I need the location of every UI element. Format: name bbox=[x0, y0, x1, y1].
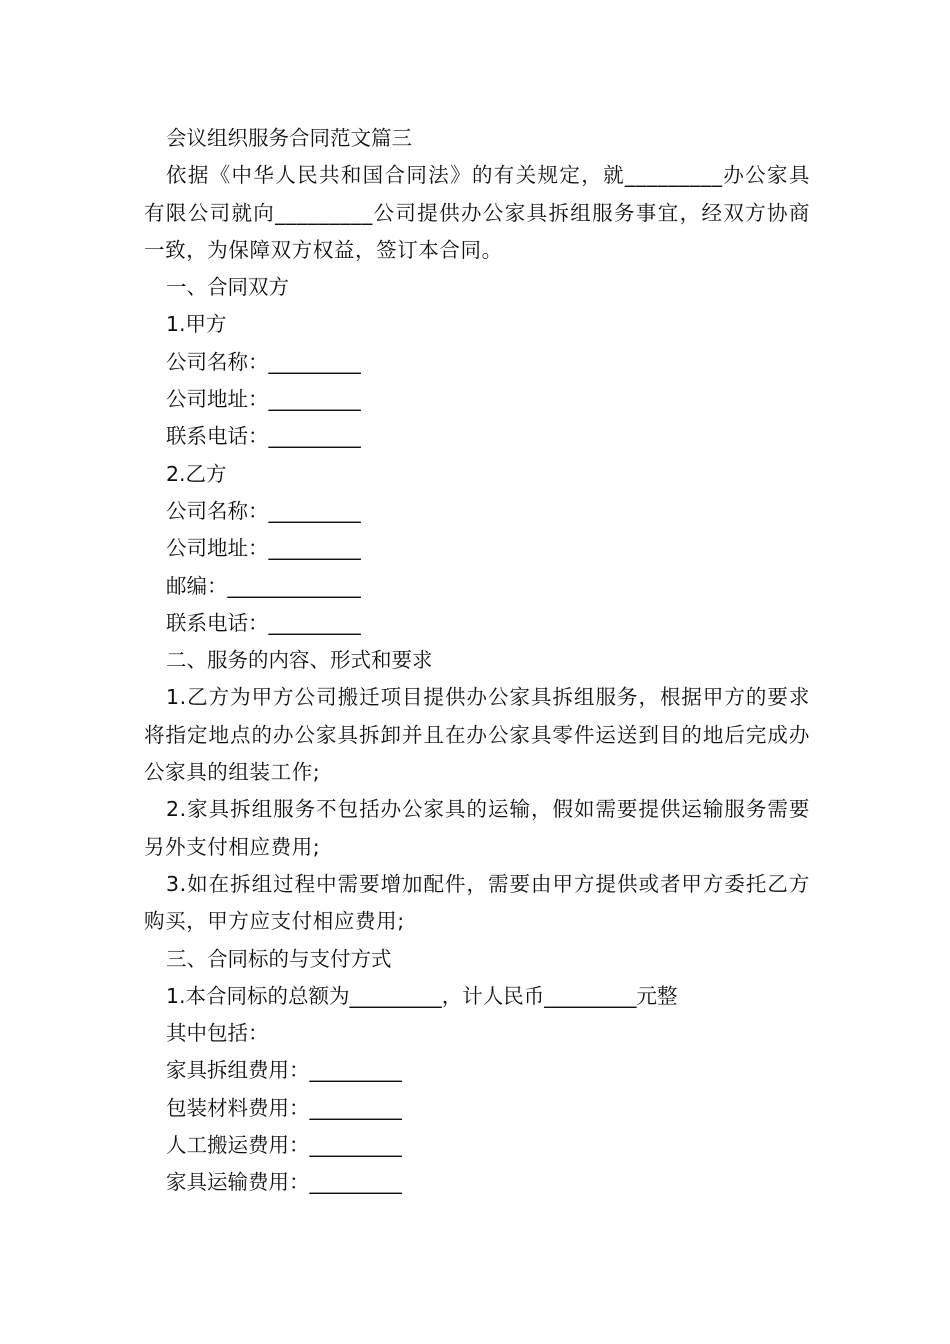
party-b-label: 2.乙方 bbox=[166, 461, 227, 486]
section3-heading: 三、合同标的与支付方式 bbox=[166, 946, 392, 971]
party-a-phone: 联系电话：_________ bbox=[166, 424, 361, 449]
party-b-company-address: 公司地址：_________ bbox=[166, 536, 361, 561]
document-title: 会议组织服务合同范文篇三 bbox=[166, 126, 412, 150]
fee-disassembly: 家具拆组费用：_________ bbox=[166, 1058, 402, 1083]
section2-item1: 1.乙方为甲方公司搬迁项目提供办公家具拆组服务，根据甲方的要求将指定地点的办公家具拆卸并且在办公家具零件运送到目的地后完成办公家具的组装工作; bbox=[144, 685, 810, 785]
party-a-company-address: 公司地址：_________ bbox=[166, 387, 361, 412]
section3-item1: 1.本合同标的总额为_________，计人民币_________元整 bbox=[166, 983, 678, 1008]
section3-includes: 其中包括： bbox=[166, 1021, 269, 1046]
document-body bbox=[144, 120, 810, 1202]
fee-transport: 家具运输费用：_________ bbox=[166, 1170, 402, 1195]
section1-heading: 一、合同双方 bbox=[166, 275, 289, 300]
party-a-label: 1.甲方 bbox=[166, 312, 227, 337]
party-b-postcode: 邮编：_____________ bbox=[166, 573, 361, 598]
party-a-company-name: 公司名称：_________ bbox=[166, 349, 361, 374]
intro-paragraph: 依据《中华人民共和国合同法》的有关规定，就_________办公家具有限公司就向_________公司提供办公家具拆组服务事宜，经双方协商一致，为保障双方权益，签订本合同。 bbox=[144, 163, 810, 262]
section2-item2: 2.家具拆组服务不包括办公家具的运输，假如需要提供运输服务需要另外支付相应费用; bbox=[144, 797, 810, 859]
party-b-company-name: 公司名称：_________ bbox=[166, 498, 361, 523]
fee-labor: 人工搬运费用：_________ bbox=[166, 1133, 402, 1158]
party-b-phone: 联系电话：_________ bbox=[166, 610, 361, 635]
section2-heading: 二、服务的内容、形式和要求 bbox=[166, 648, 433, 673]
section2-item3: 3.如在拆组过程中需要增加配件，需要由甲方提供或者甲方委托乙方购买，甲方应支付相应费用; bbox=[144, 871, 810, 934]
fee-packaging: 包装材料费用：_________ bbox=[166, 1095, 402, 1120]
